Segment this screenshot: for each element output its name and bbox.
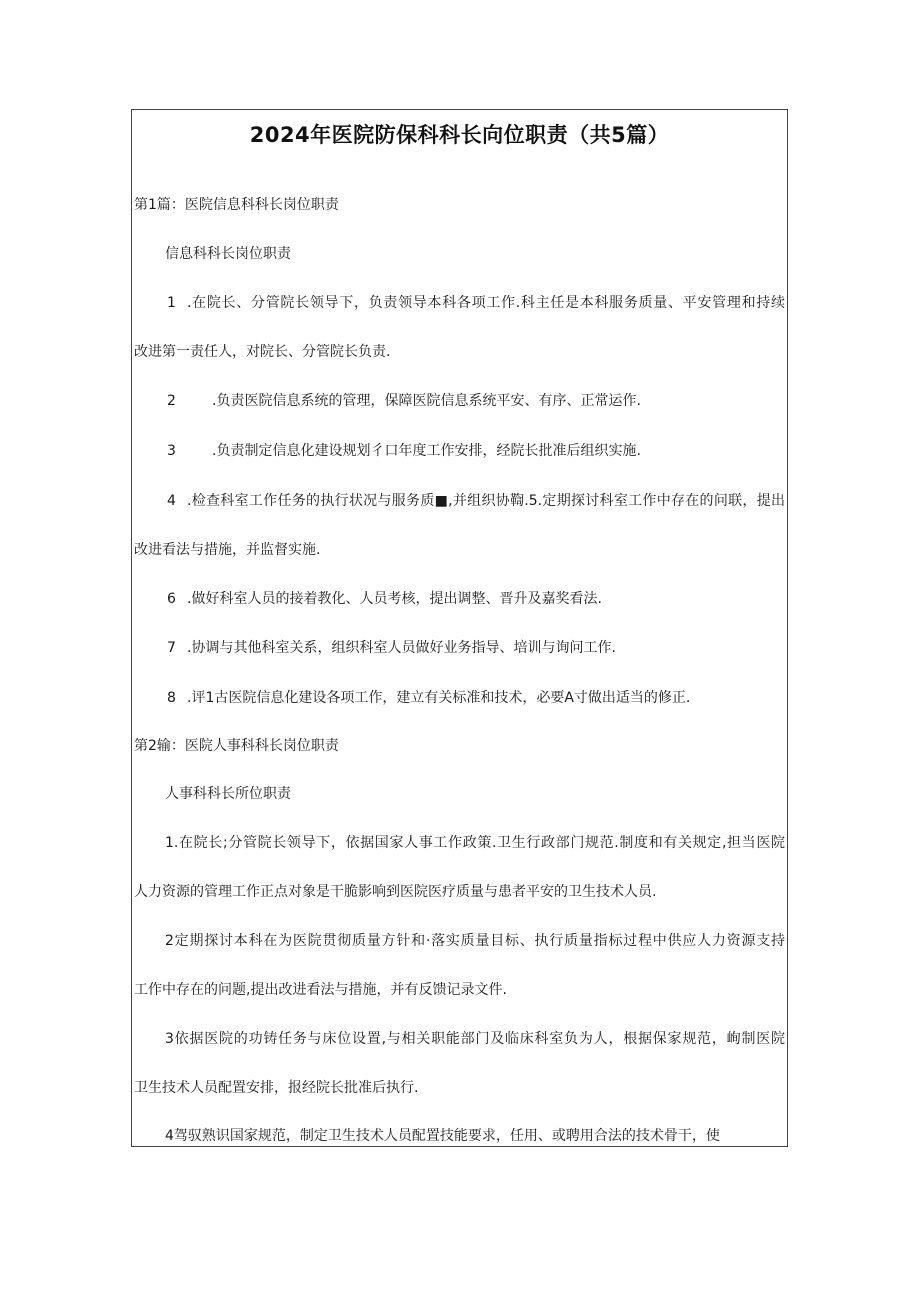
item-text: .检查科室工作任务的执行状况与服务质■,并组织协鞫.5.定期探讨科室工作中存在的问联，提出: [187, 493, 785, 509]
item-number: 6: [167, 591, 176, 607]
item-text-continued: 改进第一责任人，对院长、分管院长负责.: [134, 344, 391, 360]
paragraph-text-continued: 工作中存在的问题,提出改进看法与措施，并有反馈记录文件.: [134, 982, 507, 998]
item-text: .评1古医院信息化建设各项工作，建立有关标准和技术，必要A寸做出适当的修正.: [187, 690, 691, 706]
item-number: 1: [167, 295, 176, 311]
paragraph-text: 3依据医院的功铸任务与床位设置,与相关职能部门及临床科室负为人，根据保家规范，峋制医院: [165, 1031, 785, 1047]
paragraph-text: 2定期探讨本科在为医院贯彻质量方针和·落实质量目标、执行质量指标过程中供应人力资源支持: [165, 933, 785, 949]
item-text: .协调与其他科室关系，组织科室人员做好业务指导、培训与询问工作.: [187, 640, 616, 656]
section-2-heading: 第2输：医院人事科科长岗位职责: [134, 738, 339, 754]
document-title: 2024年医院防保科科长向位职责（共5篇）: [249, 123, 670, 147]
section-1-heading: 第1篇：医院信息科科长岗位职责: [134, 197, 339, 213]
item-number: 7: [167, 640, 176, 656]
item-number: 4: [167, 493, 176, 509]
item-text: .做好科室人员的接着教化、人员考核，提出调整、晋升及嘉奖看法.: [187, 591, 602, 607]
paragraph-text: 4驾驭熟识国家规范，制定卫生技术人员配置技能要求，任用、或聘用合法的技术骨干，使: [165, 1128, 720, 1144]
item-text: .负责医院信息系统的管理，保障医院信息系统平安、有序、正常运作.: [212, 393, 641, 409]
section-1-subheading: 信息科科长岗位职责: [165, 246, 291, 262]
item-number: 2: [167, 393, 176, 409]
item-text: .在院长、分管院长领导下，负责领导本科各项工作.科主任是本科服务质量、平安管理和持续: [187, 295, 785, 311]
item-number: 8: [167, 690, 176, 706]
paragraph-text: 1.在院长;分管院长领导下，依据国家人事工作政策.卫生行政部门规范.制度和有关规定,担当医院: [165, 835, 785, 851]
item-number: 3: [167, 443, 176, 459]
item-text-continued: 改进看法与措施，并监督实施.: [134, 542, 321, 558]
paragraph-text-continued: 卫生技术人员配置安排，报经院长批准后执行.: [134, 1080, 419, 1096]
section-2-subheading: 人事科科长所位职责: [165, 786, 291, 802]
item-text: .负责制定信息化建设规划彳口年度工作安排，经院长批准后组织实施.: [212, 443, 641, 459]
paragraph-text-continued: 人力资源的管理工作正点对象是干脆影响到医院医疗质量与患者平安的卫生技术人员.: [134, 884, 657, 900]
document-page: [131, 109, 788, 1147]
